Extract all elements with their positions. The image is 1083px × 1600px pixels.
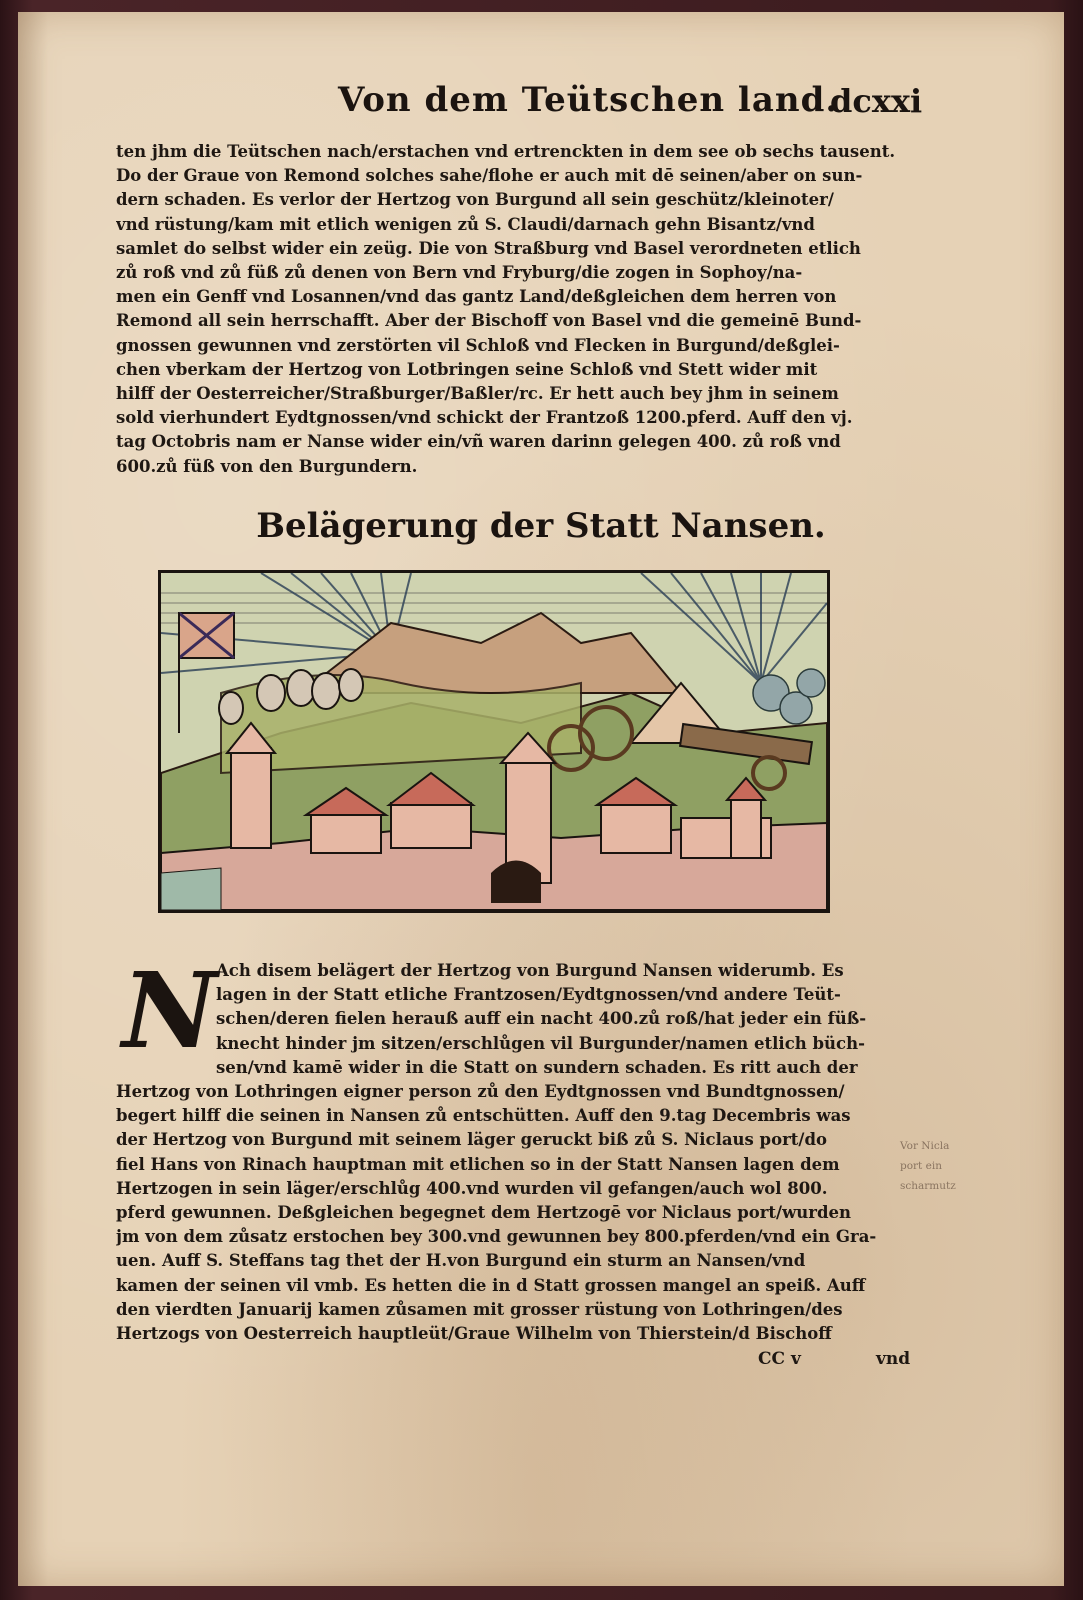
text-line: jm von dem zůsatz erstochen bey 300.vnd gewunnen bey 800.pferden/vnd ein Gra- bbox=[116, 1227, 877, 1247]
text-line: hilff der Oesterreicher/Straßburger/Baßler/rc. Er hett auch bey jhm in seinem bbox=[116, 384, 839, 404]
text-line: schen/deren fielen herauß auff ein nacht 400.zů roß/hat jeder ein füß- bbox=[216, 1009, 867, 1029]
lower-text-block bbox=[116, 959, 916, 1346]
page-header bbox=[18, 80, 1064, 140]
text-line: lagen in der Statt etliche Frantzosen/Eydtgnossen/vnd andere Teüt- bbox=[216, 985, 841, 1005]
fold-shadow bbox=[18, 12, 48, 1586]
text-line: 600.zů füß von den Burgundern. bbox=[116, 456, 418, 476]
text-line: kamen der seinen vil vmb. Es hetten die in d Statt grossen mangel an speiß. Auff bbox=[116, 1275, 866, 1295]
text-line: fiel Hans von Rinach hauptman mit etlichen so in der Statt Nansen lagen dem bbox=[116, 1154, 840, 1174]
folio-number: dcxxi bbox=[830, 82, 923, 120]
margin-note bbox=[900, 1136, 1000, 1196]
text-line: Hertzogen in sein läger/erschlůg 400.vnd wurden vil gefangen/auch wol 800. bbox=[116, 1178, 828, 1198]
book-page bbox=[18, 12, 1064, 1586]
margin-note-line: port ein bbox=[900, 1160, 942, 1172]
woodcut-illustration bbox=[158, 570, 830, 913]
signature-mark: CC v bbox=[758, 1349, 801, 1369]
text-line: Do der Graue von Remond solches sahe/flohe er auch mit dē seinen/aber on sun- bbox=[116, 166, 863, 186]
text-line: der Hertzog von Burgund mit seinem läger geruckt biß zů S. Niclaus port/do bbox=[116, 1130, 827, 1150]
text-line: Ach disem belägert der Hertzog von Burgund Nansen widerumb. Es bbox=[216, 961, 844, 980]
text-line: Remond all sein herrschafft. Aber der Bischoff von Basel vnd die gemeinē Bund- bbox=[116, 311, 862, 331]
text-line: den vierdten Januarij kamen zůsamen mit grosser rüstung von Lothringen/des bbox=[116, 1299, 843, 1319]
text-line: vnd rüstung/kam mit etlich wenigen zů S. Claudi/darnach gehn Bisantz/vnd bbox=[116, 214, 815, 234]
text-line: uen. Auff S. Steffans tag thet der H.von Burgund ein sturm an Nansen/vnd bbox=[116, 1251, 806, 1271]
margin-note-line: scharmutz bbox=[900, 1180, 956, 1192]
text-line: Hertzog von Lothringen eigner person zů den Eydtgnossen vnd Bundtgnossen/ bbox=[116, 1082, 845, 1102]
initial-letter: N bbox=[122, 949, 218, 1072]
text-line: gnossen gewunnen vnd zerstörten vil Schloß vnd Flecken in Burgund/deßglei- bbox=[116, 335, 840, 355]
catchword: vnd bbox=[876, 1349, 911, 1369]
text-line: chen vberkam der Hertzog von Lotbringen seine Schloß vnd Stett wider mit bbox=[116, 359, 818, 379]
margin-note-line: Vor Nicla bbox=[900, 1140, 950, 1152]
text-line: begert hilff die seinen in Nansen zů entschütten. Auff den 9.tag Decembris was bbox=[116, 1106, 851, 1126]
upper-text-block bbox=[116, 140, 916, 479]
section-heading: Belägerung der Statt Nansen. bbox=[256, 506, 826, 546]
text-line: ten jhm die Teütschen nach/erstachen vnd ertrenckten in dem see ob sechs tausent. bbox=[116, 142, 896, 161]
text-line: pferd gewunnen. Deßgleichen begegnet dem Hertzogē vor Niclaus port/wurden bbox=[116, 1203, 851, 1223]
text-line: Hertzogs von Oesterreich hauptleüt/Graue Wilhelm von Thierstein/d Bischoff bbox=[116, 1324, 832, 1344]
running-title: Von dem Teütschen land. bbox=[338, 80, 839, 120]
text-line: knecht hinder jm sitzen/erschlůgen vil Burgunder/namen etlich büch- bbox=[216, 1033, 865, 1053]
text-line: sold vierhundert Eydtgnossen/vnd schickt der Frantzoß 1200.pferd. Auff den vj. bbox=[116, 408, 853, 428]
text-line: samlet do selbst wider ein zeüg. Die von Straßburg vnd Basel verordneten etlich bbox=[116, 238, 861, 258]
text-line: sen/vnd kamē wider in die Statt on sundern schaden. Es ritt auch der bbox=[216, 1057, 858, 1077]
text-line: tag Octobris nam er Nanse wider ein/vñ waren darinn gelegen 400. zů roß vnd bbox=[116, 432, 841, 452]
text-line: dern schaden. Es verlor der Hertzog von Burgund all sein geschütz/kleinoter/ bbox=[116, 190, 834, 210]
text-line: men ein Genff vnd Losannen/vnd das gantz Land/deßgleichen dem herren von bbox=[116, 287, 837, 307]
text-line: zů roß vnd zů füß zů denen von Bern vnd Fryburg/die zogen in Sophoy/na- bbox=[116, 263, 803, 283]
